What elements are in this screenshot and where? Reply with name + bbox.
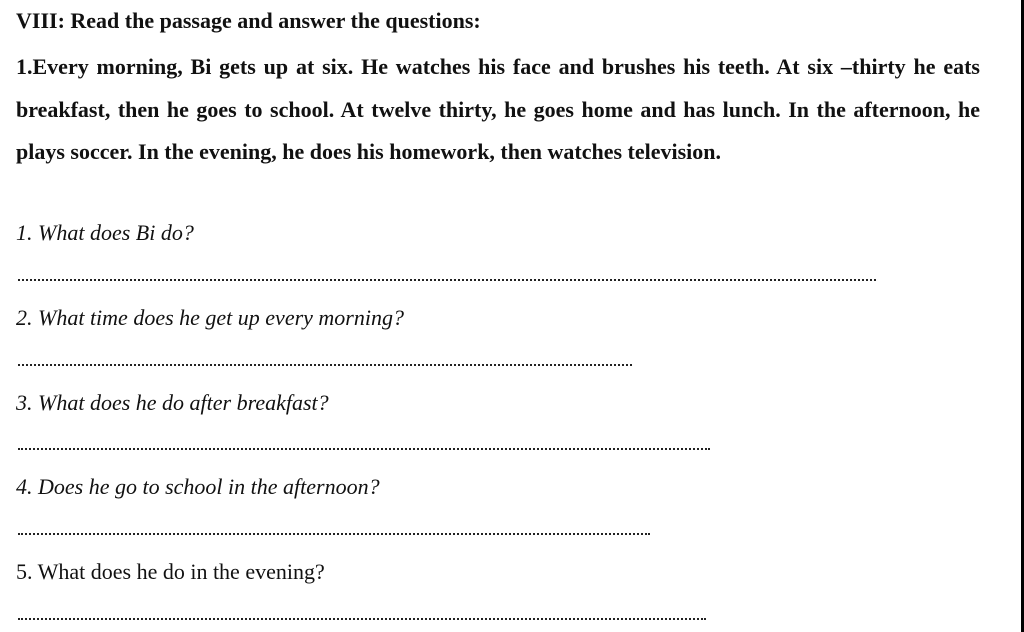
question-4: 4. Does he go to school in the afternoon? bbox=[16, 474, 380, 499]
exercise-heading: VIII: Read the passage and answer the questions: bbox=[16, 8, 481, 33]
answer-line-3[interactable] bbox=[18, 448, 710, 450]
question-1: 1. What does Bi do? bbox=[16, 220, 194, 245]
question-2: 2. What time does he get up every morning? bbox=[16, 305, 404, 330]
answer-line-4[interactable] bbox=[18, 533, 650, 535]
question-3: 3. What does he do after breakfast? bbox=[16, 390, 329, 415]
question-5: 5. What does he do in the evening? bbox=[16, 559, 325, 584]
reading-passage bbox=[16, 46, 980, 174]
passage-text: 1.Every morning, Bi gets up at six. He watches his face and brushes his teeth. At six –thirty he eats breakfast, then he goes to school. At twelve thirty, he goes home and has lunch. In the afternoon, he plays soccer. In the evening, he does his homework, then watches television. bbox=[16, 54, 980, 164]
answer-line-2[interactable] bbox=[18, 364, 632, 366]
answer-line-5[interactable] bbox=[18, 618, 706, 620]
answer-line-1[interactable] bbox=[18, 279, 876, 281]
